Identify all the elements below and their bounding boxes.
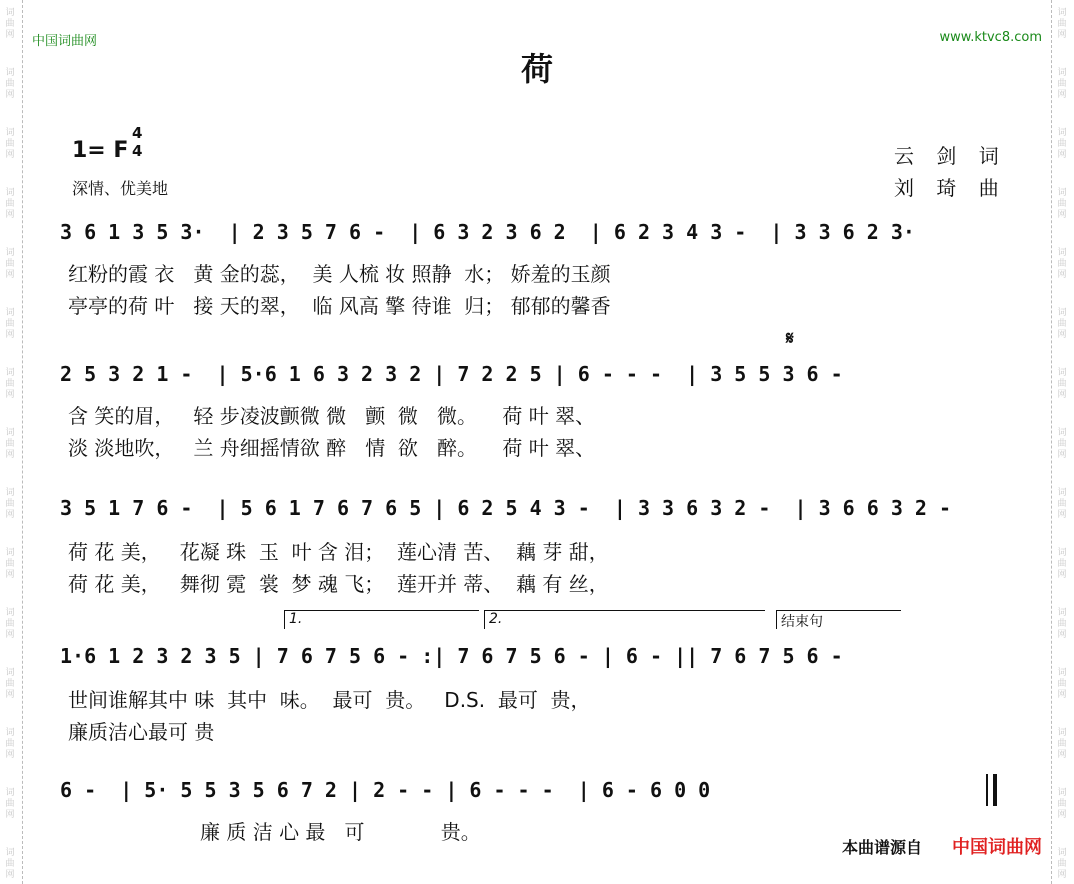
watermark-text: 词曲网 (1057, 668, 1067, 700)
watermark-text: 词曲网 (1057, 248, 1067, 280)
volta-first-ending: 1. (284, 610, 479, 629)
lyric-row-3-verse-1: 荷 花 美， 花凝 珠 玉 叶 含 泪； 莲心清 苦、 藕 芽 甜， (68, 540, 609, 564)
watermark-text: 词曲网 (1057, 368, 1067, 400)
notation-row-5: 6 - | 5· 5 5 3 5 6 7 2 | 2 - - | 6 - - - | 6 - 6 0 0 (60, 778, 711, 802)
key-signature (72, 124, 143, 163)
watermark-text: 词曲网 (5, 848, 15, 880)
watermark-text: 词曲网 (1057, 548, 1067, 580)
notation-row-4: 1·6 1 2 3 2 3 5 | 7 6 7 5 6 - :| 7 6 7 5 6 - | 6 - || 7 6 7 5 6 - (60, 644, 843, 668)
watermark-text: 词曲网 (5, 728, 15, 760)
watermark-text: 词曲网 (5, 368, 15, 400)
time-signature-bottom: 4 (132, 142, 143, 160)
watermark-text: 词曲网 (5, 68, 15, 100)
footer-source-label: 本曲谱源自 (842, 838, 923, 857)
watermark-text: 词曲网 (1057, 188, 1067, 220)
watermark-text: 词曲网 (1057, 428, 1067, 460)
time-signature (132, 124, 142, 160)
lyric-row-5: 廉 质 洁 心 最 可 贵。 (200, 820, 481, 844)
lyric-row-4-verse-2: 廉质洁心最可 贵 (68, 720, 215, 744)
watermark-text: 词曲网 (1057, 848, 1067, 880)
notation-row-3: 3 5 1 7 6 - | 5 6 1 7 6 7 6 5 | 6 2 5 4 3 - | 3 3 6 3 2 - | 3 6 6 3 2 - (60, 496, 952, 520)
final-barline (986, 774, 997, 806)
watermark-text: 词曲网 (5, 188, 15, 220)
watermark-text: 词曲网 (1057, 308, 1067, 340)
watermark-text: 词曲网 (5, 608, 15, 640)
footer-brand: 中国词曲网 (952, 837, 1042, 858)
watermark-text: 词曲网 (1057, 488, 1067, 520)
lyric-row-1-verse-2: 亭亭的荷 叶 接 天的翠， 临 风高 擎 待谁 归； 郁郁的馨香 (68, 294, 611, 318)
watermark-text: 词曲网 (1057, 68, 1067, 100)
right-watermark-strip (1051, 0, 1074, 884)
composer-credit: 刘 琦 曲 (894, 176, 1007, 200)
watermark-text: 词曲网 (5, 488, 15, 520)
lyric-row-1-verse-1: 红粉的霞 衣 黄 金的蕊， 美 人梳 妆 照静 水； 娇羞的玉颜 (68, 262, 611, 286)
time-signature-top: 4 (132, 124, 143, 142)
watermark-text: 词曲网 (1057, 8, 1067, 40)
watermark-text: 词曲网 (5, 788, 15, 820)
lyric-row-4-verse-1: 世间谁解其中 味 其中 味。 最可 贵。 D.S. 最可 贵， (68, 688, 591, 712)
lyric-row-2-verse-2: 淡 淡地吹， 兰 舟细摇情欲 醉 情 欲 醉。 荷 叶 翠、 (68, 436, 596, 460)
watermark-text: 词曲网 (5, 8, 15, 40)
song-title: 荷 (520, 50, 553, 88)
watermark-text: 词曲网 (5, 128, 15, 160)
notation-row-1: 3 6 1 3 5 3· | 2 3 5 7 6 - | 6 3 2 3 6 2 | 6 2 3 4 3 - | 3 3 6 2 3· (60, 220, 915, 244)
coda-ending: 结束句 (776, 610, 901, 629)
lyric-row-3-verse-2: 荷 花 美， 舞彻 霓 裳 梦 魂 飞； 莲开并 蒂、 藕 有 丝， (68, 572, 609, 596)
lyric-row-2-verse-1: 含 笑的眉， 轻 步凌波颤微 微 颤 微 微。 荷 叶 翠、 (68, 404, 596, 428)
lyricist-credit: 云 剑 词 (894, 144, 1007, 168)
watermark-text: 词曲网 (5, 428, 15, 460)
watermark-text: 词曲网 (1057, 788, 1067, 820)
watermark-text: 词曲网 (5, 248, 15, 280)
source-url-right: www.ktvc8.com (939, 30, 1042, 45)
key-label: 1= F (72, 138, 129, 163)
source-label-left: 中国词曲网 (32, 34, 98, 49)
watermark-text: 词曲网 (5, 308, 15, 340)
volta-second-ending: 2. (484, 610, 765, 629)
notation-row-2: 2 5 3 2 1 - | 5·6 1 6 3 2 3 2 | 7 2 2 5 | 6 - - - | 3 5 5 3 6 - (60, 362, 843, 386)
segno-sign: 𝄋 (786, 328, 794, 349)
left-watermark-strip (0, 0, 23, 884)
watermark-text: 词曲网 (5, 548, 15, 580)
watermark-text: 词曲网 (1057, 128, 1067, 160)
watermark-text: 词曲网 (1057, 608, 1067, 640)
watermark-text: 词曲网 (5, 668, 15, 700)
watermark-text: 词曲网 (1057, 728, 1067, 760)
tempo-mood: 深情、优美地 (72, 179, 169, 198)
